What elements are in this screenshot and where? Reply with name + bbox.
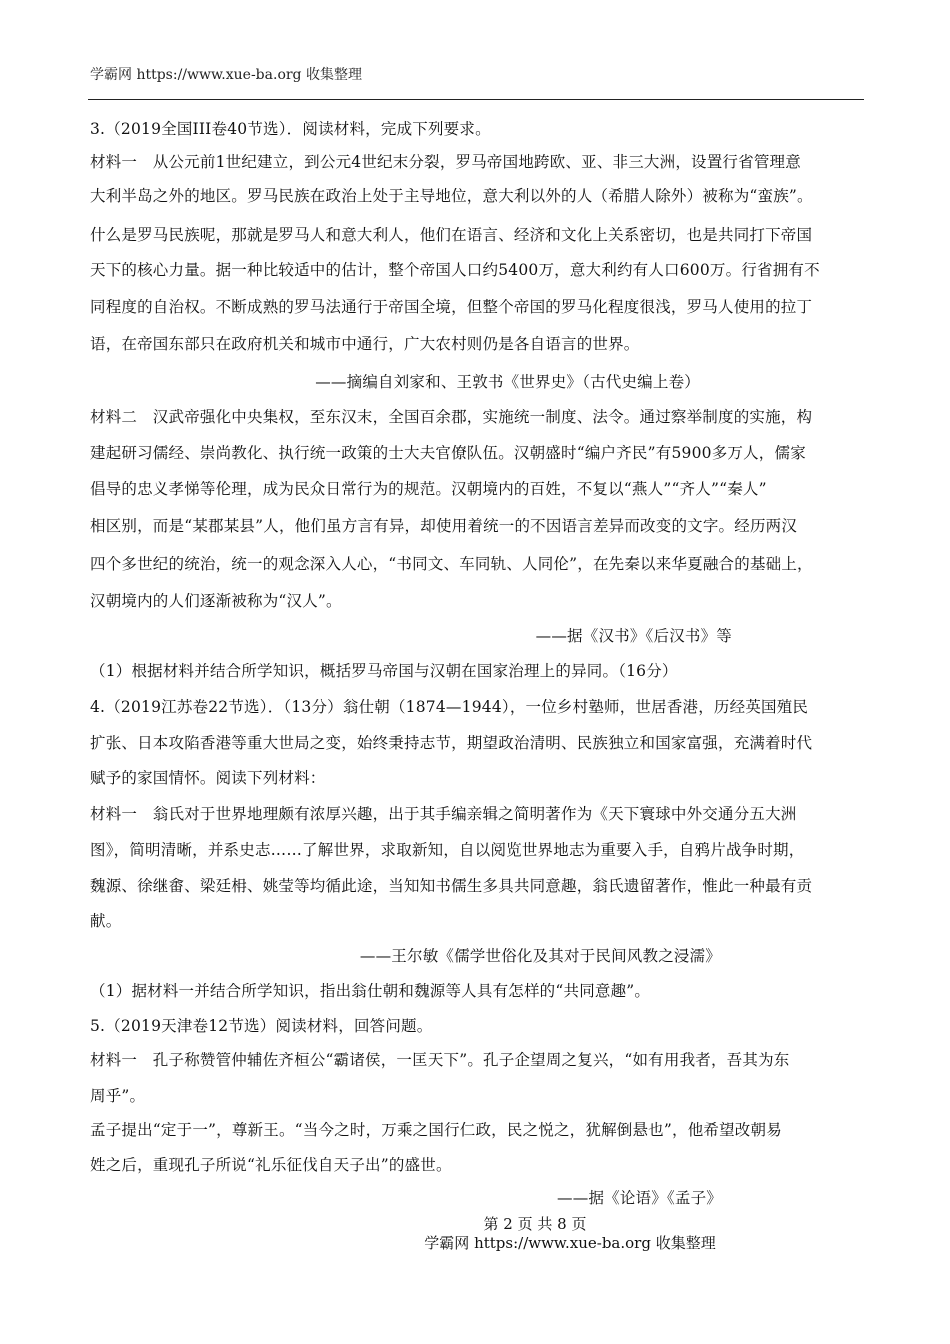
text-line: 什么是罗马民族呢，那就是罗马人和意大利人，他们在语言、经济和文化上关系密切，也是共同打下帝国 [90,226,813,244]
source-citation: ——王尔敏《儒学世俗化及其对于民间风教之浸濡》 [359,947,721,965]
text-line: 汉朝境内的人们逐渐被称为“汉人”。 [90,592,342,610]
text-line: 大利半岛之外的地区。罗马民族在政治上处于主导地位，意大利以外的人（希腊人除外）被称为“蛮族”。 [90,187,813,205]
text-line: 材料二 汉武帝强化中央集权，至东汉末，全国百余郡，实施统一制度、法令。通过察举制度的实施，构 [90,408,813,426]
source-citation: ——摘编自刘家和、王敦书《世界史》（古代史编上卷） [315,373,700,391]
text-line: 语，在帝国东部只在政府机关和城市中通行，广大农村则仍是各自语言的世界。 [90,335,640,353]
page-footer-site: 学霸网 https://www.xue-ba.org 收集整理 [424,1234,716,1252]
header-divider [88,99,864,100]
source-citation: ——据《论语》《孟子》 [557,1189,722,1207]
text-line: 材料一 翁氏对于世界地理颇有浓厚兴趣，出于其手编亲辑之简明著作为《天下寰球中外交通分五大洲 [90,805,797,823]
question-line: 3.（2019全国III卷40节选）．阅读材料，完成下列要求。 [90,120,491,138]
text-line: 相区别，而是“某郡某县”人，他们虽方言有异，却使用着统一的不因语言差异而改变的文字。经历两汉 [90,517,798,535]
question-line: 赋予的家国情怀。阅读下列材料： [90,769,326,787]
text-line: 周乎”。 [90,1087,146,1105]
question-line: 扩张、日本攻陷香港等重大世局之变，始终秉持志节，期望政治清明、民族独立和国家富强，充满着时代 [90,734,813,752]
page-number: 第 2 页 共 8 页 [483,1215,587,1233]
text-line: 姓之后，重现孔子所说“礼乐征伐自天子出”的盛世。 [90,1156,452,1174]
text-line: 材料一 孔子称赞管仲辅佐齐桓公“霸诸侯，一匡天下”。孔子企望周之复兴，“如有用我者，吾其为东 [90,1051,790,1069]
text-line: 同程度的自治权。不断成熟的罗马法通行于帝国全境，但整个帝国的罗马化程度很浅，罗马人使用的拉丁 [90,298,813,316]
question-line: （1）据材料一并结合所学知识，指出翁仕朝和魏源等人具有怎样的“共同意趣”。 [90,982,651,1000]
question-line: 4.（2019江苏卷22节选）．（13分）翁仕朝（1874—1944），一位乡村塾师，世居香港，历经英国殖民 [90,698,809,716]
text-line: 天下的核心力量。据一种比较适中的估计，整个帝国人口约5400万，意大利约有人口600万。行省拥有不 [90,261,820,279]
text-line: 图》，简明清晰，并系史志……了解世界，求取新知，自以阅览世界地志为重要入手，自鸦片战争时期， [90,841,805,859]
text-line: 四个多世纪的统治，统一的观念深入人心，“书同文、车同轨、人同伦”，在先秦以来华夏融合的基础上， [90,555,813,573]
question-line: （1）根据材料并结合所学知识，概括罗马帝国与汉朝在国家治理上的异同。（16分） [90,662,678,680]
page-header: 学霸网 https://www.xue-ba.org 收集整理 [90,67,362,83]
text-line: 建起研习儒经、崇尚教化、执行统一政策的士大夫官僚队伍。汉朝盛时“编户齐民”有5900多万人，儒家 [90,444,806,462]
text-line: 材料一 从公元前1世纪建立，到公元4世纪末分裂，罗马帝国地跨欧、亚、非三大洲，设置行省管理意 [90,153,801,171]
source-citation: ——据《汉书》《后汉书》等 [535,627,732,645]
question-line: 5.（2019天津卷12节选）阅读材料，回答问题。 [90,1017,433,1035]
text-line: 倡导的忠义孝悌等伦理，成为民众日常行为的规范。汉朝境内的百姓，不复以“燕人”“齐人”“秦人” [90,480,767,498]
text-line: 孟子提出“定于一”，尊新王。“当今之时，万乘之国行仁政，民之悦之，犹解倒悬也”，他希望改朝易 [90,1121,782,1139]
text-line: 魏源、徐继畬、梁廷枏、姚莹等均循此途，当知知书儒生多具共同意趣，翁氏遗留著作，惟此一种最有贡 [90,877,813,895]
text-line: 献。 [90,912,122,930]
